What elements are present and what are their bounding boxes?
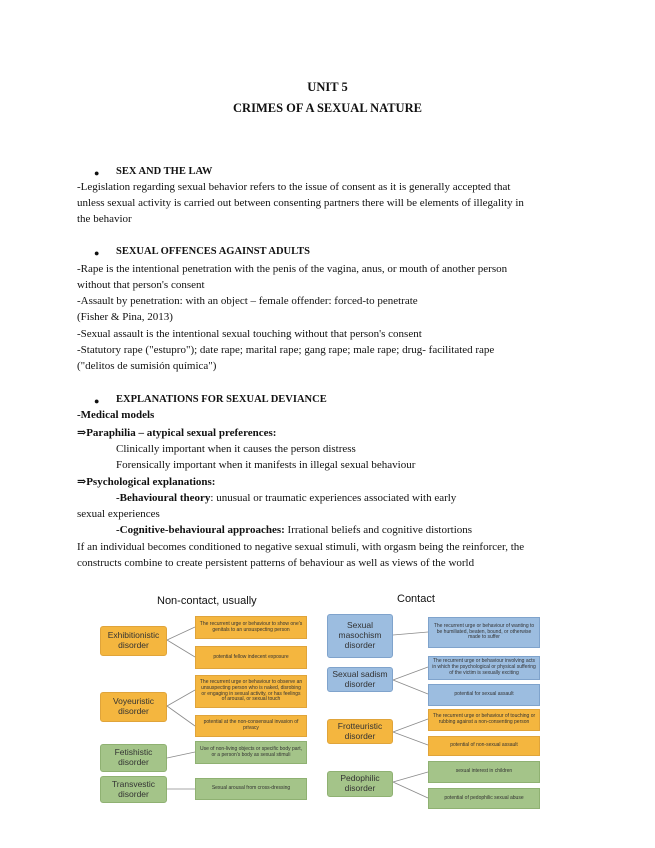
paragraph-line: constructs combine to create persistent patterns of behaviour as well as views of the world <box>77 557 475 569</box>
sadism-potential-box: potential for sexual assault <box>428 684 540 706</box>
pedophilic-potential-box: potential of pedophilic sexual abuse <box>428 788 540 809</box>
paragraph-line: -Statutory rape ("estupro"); date rape; marital rape; gang rape; male rape; drug- facilitated rape <box>77 344 495 356</box>
transvestic-desc-box: Sexual arousal from cross-dressing <box>195 778 307 800</box>
fetishistic-desc-box: Use of non-living objects or specific body part, or a person's body as sexual stimuli <box>195 741 307 764</box>
voyeuristic-desc-box: The recurrent urge or behaviour to observe an unsuspecting person who is naked, disrobing or engaging in sexual activity, or has feelings of arousal, or sexual touch <box>195 675 307 708</box>
sadism-disorder-box: Sexual sadism disorder <box>327 667 393 692</box>
exhibitionistic-disorder-box: Exhibitionistic disorder <box>100 626 167 656</box>
paragraph-line: sexual experiences <box>77 508 160 520</box>
paragraph-line: If an individual becomes conditioned to negative sexual stimuli, with orgasm being the reinforcer, the <box>77 541 525 553</box>
exhibitionistic-desc-box: The recurrent urge or behaviour to show one's genitals to an unsuspecting person <box>195 616 307 639</box>
pedophilic-disorder-box: Pedophilic disorder <box>327 771 393 797</box>
paragraph-line: (Fisher & Pina, 2013) <box>77 311 173 323</box>
frotteuristic-disorder-box: Frotteuristic disorder <box>327 719 393 744</box>
behavioural-theory: -Behavioural theory: unusual or traumatic experiences associated with early <box>116 492 457 504</box>
noncontact-title: Non-contact, usually <box>157 595 257 607</box>
cognitive-behavioural: -Cognitive-behavioural approaches: Irrational beliefs and cognitive distortions <box>116 524 473 536</box>
voyeuristic-potential-box: potential at the non-consensual invasion of privacy <box>195 715 307 737</box>
paragraph-line: unless sexual activity is carried out between consenting partners there will be elements of illegality in <box>77 197 524 209</box>
voyeuristic-disorder-box: Voyeuristic disorder <box>100 692 167 722</box>
masochism-disorder-box: Sexual masochism disorder <box>327 614 393 658</box>
paragraph-line: -Sexual assault is the intentional sexual touching without that person's consent <box>77 328 422 340</box>
paragraph-line: -Assault by penetration: with an object – female offender: forced-to penetrate <box>77 295 418 307</box>
frotteuristic-potential-box: potential of non-sexual assault <box>428 736 540 756</box>
section-heading-sex-law: SEX AND THE LAW <box>116 166 213 177</box>
paragraph-line: Clinically important when it causes the person distress <box>116 443 356 455</box>
sadism-desc-box: The recurrent urge or behaviour involving acts in which the psychological or physical suffering of the victim is sexually exciting <box>428 656 540 680</box>
contact-title: Contact <box>397 593 435 605</box>
transvestic-disorder-box: Transvestic disorder <box>100 776 167 803</box>
paragraph-line: -Rape is the intentional penetration with the penis of the vagina, anus, or mouth of another person <box>77 263 508 275</box>
unit-number: UNIT 5 <box>307 80 348 94</box>
section-heading-explanations: EXPLANATIONS FOR SEXUAL DEVIANCE <box>116 394 327 405</box>
masochism-desc-box: The recurrent urge or behaviour of wanting to be humiliated, beaten, bound, or otherwise made to suffer <box>428 617 540 648</box>
page-title: CRIMES OF A SEXUAL NATURE <box>233 101 422 115</box>
frotteuristic-desc-box: The recurrent urge or behaviour of touching or rubbing against a non-consenting person <box>428 709 540 731</box>
paraphilia-heading: ⇒Paraphilia – atypical sexual preferences: <box>77 427 277 439</box>
pedophilic-desc-box: sexual interest in children <box>428 761 540 783</box>
paragraph-line: without that person's consent <box>77 279 205 291</box>
bullet-icon: ● <box>94 248 100 258</box>
medical-models: -Medical models <box>77 409 155 421</box>
paragraph-line: the behavior <box>77 213 132 225</box>
paragraph-line: -Legislation regarding sexual behavior refers to the issue of consent as it is generally accepted that <box>77 181 511 193</box>
bullet-icon: ● <box>94 396 100 406</box>
fetishistic-disorder-box: Fetishistic disorder <box>100 744 167 772</box>
section-heading-offences: SEXUAL OFFENCES AGAINST ADULTS <box>116 246 311 257</box>
paragraph-line: Forensically important when it manifests in illegal sexual behaviour <box>116 459 416 471</box>
bullet-icon: ● <box>94 168 100 178</box>
psych-heading: ⇒Psychological explanations: <box>77 476 216 488</box>
exhibitionistic-potential-box: potential fellow indecent exposure <box>195 646 307 669</box>
paragraph-line: ("delitos de sumisión química") <box>77 360 217 372</box>
